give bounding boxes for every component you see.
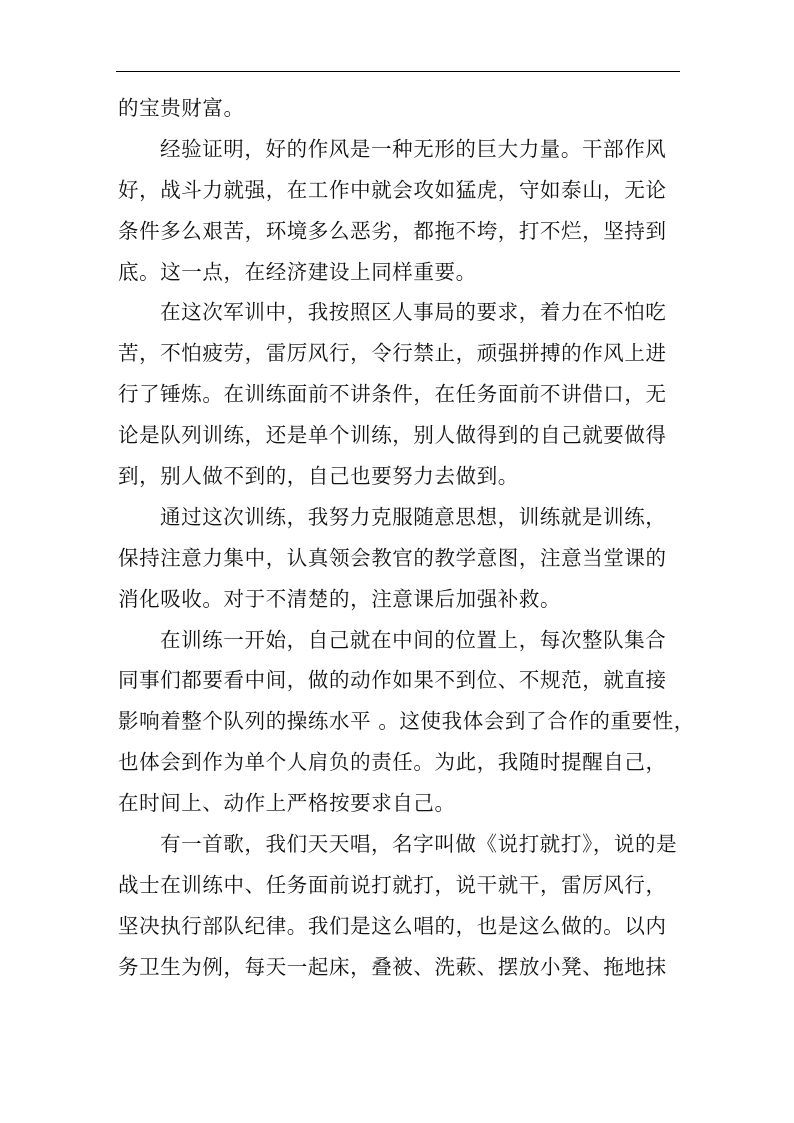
text-line: 到，别人做不到的，自己也要努力去做到。 xyxy=(118,464,519,489)
text-line: 影响着整个队列的操练水平 。这使我体会到了合作的重要性， xyxy=(118,709,695,734)
text-line: 在训练一开始，自己就在中间的位置上，每次整队集合 xyxy=(160,627,667,652)
text-line: 底。这一点，在经济建设上同样重要。 xyxy=(118,259,477,284)
text-line: 在时间上、动作上严格按要求自己。 xyxy=(118,791,456,816)
body-text xyxy=(118,88,695,988)
text-line: 坚决执行部队纪律。我们是这么唱的，也是这么做的。以内 xyxy=(118,913,667,938)
text-line: 论是队列训练，还是单个训练，别人做得到的自己就要做得 xyxy=(118,423,667,448)
text-line: 通过这次训练，我努力克服随意思想，训练就是训练， xyxy=(160,504,667,529)
header-rule xyxy=(116,71,680,72)
text-line: 战士在训练中、任务面前说打就打，说干就干，雷厉风行， xyxy=(118,872,667,897)
text-line: 的宝贵财富。 xyxy=(118,96,245,120)
text-line: 条件多么艰苦，环境多么恶劣，都拖不垮，打不烂，坚持到 xyxy=(118,218,667,243)
text-line: 保持注意力集中，认真领会教官的教学意图，注意当堂课的 xyxy=(118,545,667,570)
text-line: 好，战斗力就强，在工作中就会攻如猛虎，守如泰山，无论 xyxy=(118,177,667,202)
text-line: 消化吸收。对于不清楚的，注意课后加强补救。 xyxy=(118,586,562,611)
text-line: 务卫生为例，每天一起床，叠被、洗蔌、摆放小凳、拖地抹 xyxy=(118,954,667,979)
text-line: 有一首歌，我们天天唱，名字叫做《说打就打》，说的是 xyxy=(160,832,678,857)
text-line: 在这次军训中，我按照区人事局的要求，着力在不怕吃 xyxy=(160,300,667,325)
text-line: 同事们都要看中间，做的动作如果不到位、不规范，就直接 xyxy=(118,668,667,693)
text-line: 经验证明，好的作风是一种无形的巨大力量。干部作风 xyxy=(160,136,667,161)
text-line: 苦，不怕疲劳，雷厉风行，令行禁止，顽强拼搏的作风上进 xyxy=(118,341,667,366)
text-line: 也体会到作为单个人肩负的责任。为此，我随时提醒自己， xyxy=(118,750,667,775)
text-line: 行了锤炼。在训练面前不讲条件，在任务面前不讲借口，无 xyxy=(118,382,667,407)
